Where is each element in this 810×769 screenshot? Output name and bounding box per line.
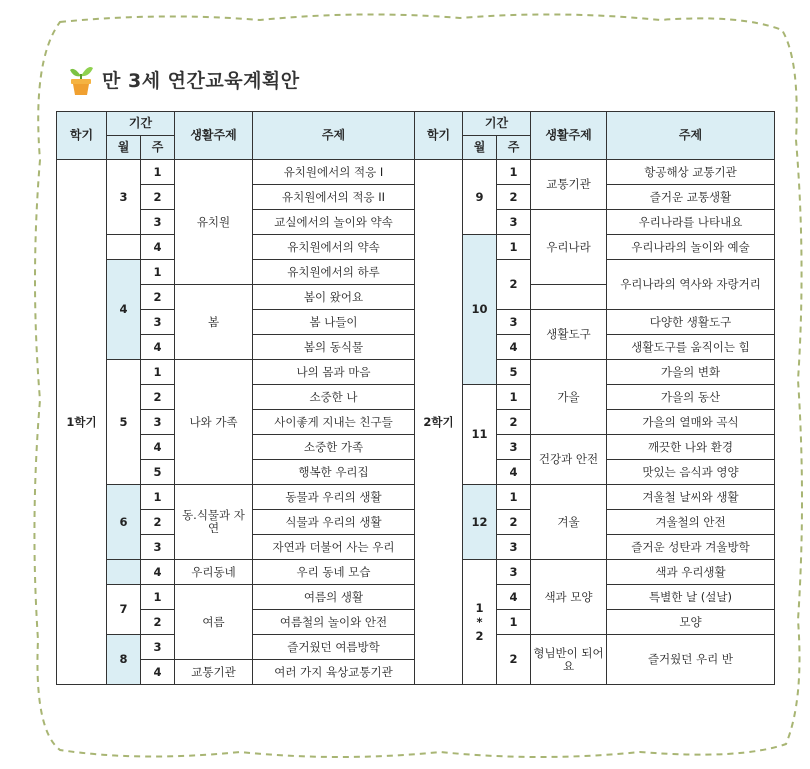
- topic-cell: 소중한 가족: [253, 435, 415, 460]
- topic-cell: 봄의 동식물: [253, 335, 415, 360]
- month-cell: 6: [107, 485, 141, 560]
- month-cell: 5: [107, 360, 141, 485]
- week-cell: 2: [497, 635, 531, 685]
- week-cell: 2: [497, 410, 531, 435]
- week-cell: 1: [497, 385, 531, 410]
- week-cell: 1: [141, 160, 175, 185]
- topic-cell: 행복한 우리집: [253, 460, 415, 485]
- topic-cell: 가을의 변화: [607, 360, 775, 385]
- week-cell: 4: [141, 335, 175, 360]
- semester-cell: 2학기: [415, 160, 463, 685]
- semester-cell: 1학기: [57, 160, 107, 685]
- topic-cell: 즐거운 성탄과 겨울방학: [607, 535, 775, 560]
- month-cell: 10: [463, 235, 497, 385]
- topic-cell: 즐거운 교통생활: [607, 185, 775, 210]
- topic-cell: 여름철의 놀이와 안전: [253, 610, 415, 635]
- topic-cell: 생활도구를 움직이는 힘: [607, 335, 775, 360]
- topic-cell: 유치원에서의 적응 II: [253, 185, 415, 210]
- header-life-theme: 생활주제: [175, 112, 253, 160]
- week-cell: 4: [141, 660, 175, 685]
- month-cell: 11: [463, 385, 497, 485]
- topic-cell: 여러 가지 육상교통기관: [253, 660, 415, 685]
- topic-cell: 겨울철의 안전: [607, 510, 775, 535]
- week-cell: 1: [141, 485, 175, 510]
- topic-cell: 봄이 왔어요: [253, 285, 415, 310]
- week-cell: 5: [497, 360, 531, 385]
- theme-cell: 생활도구: [531, 310, 607, 360]
- topic-cell: 특별한 날 (설날): [607, 585, 775, 610]
- topic-cell: 가을의 동산: [607, 385, 775, 410]
- week-cell: 1: [141, 260, 175, 285]
- topic-cell: 즐거웠던 여름방학: [253, 635, 415, 660]
- topic-cell: 유치원에서의 하루: [253, 260, 415, 285]
- week-cell: 3: [497, 435, 531, 460]
- week-cell: 4: [497, 335, 531, 360]
- week-cell: 3: [497, 560, 531, 585]
- theme-cell: 여름: [175, 585, 253, 660]
- week-cell: 4: [141, 560, 175, 585]
- week-cell: 2: [497, 260, 531, 310]
- theme-cell: 유치원: [175, 160, 253, 285]
- topic-cell: 색과 우리생활: [607, 560, 775, 585]
- week-cell: 1: [141, 585, 175, 610]
- week-cell: 5: [141, 460, 175, 485]
- week-cell: 1: [497, 160, 531, 185]
- week-cell: 3: [141, 535, 175, 560]
- week-cell: 4: [497, 585, 531, 610]
- week-cell: 1: [497, 485, 531, 510]
- week-cell: 2: [497, 510, 531, 535]
- theme-cell: 겨울: [531, 485, 607, 560]
- topic-cell: 소중한 나: [253, 385, 415, 410]
- topic-cell: 우리나라를 나타내요: [607, 210, 775, 235]
- header-week: 주: [497, 136, 531, 160]
- sprout-pot-icon: [68, 62, 94, 96]
- topic-cell: 여름의 생활: [253, 585, 415, 610]
- week-cell: 3: [497, 535, 531, 560]
- topic-cell: 교실에서의 놀이와 약속: [253, 210, 415, 235]
- week-cell: 1: [497, 610, 531, 635]
- header-week: 주: [141, 136, 175, 160]
- header-topic: 주제: [607, 112, 775, 160]
- theme-cell: 교통기관: [175, 660, 253, 685]
- topic-cell: 가을의 열매와 곡식: [607, 410, 775, 435]
- topic-cell: 다양한 생활도구: [607, 310, 775, 335]
- theme-cell: 교통기관: [531, 160, 607, 210]
- annual-plan-table: [56, 111, 775, 685]
- month-cell: 3: [107, 160, 141, 235]
- theme-cell: 가을: [531, 360, 607, 435]
- title-area: [68, 62, 300, 96]
- month-cell: 1 * 2: [463, 560, 497, 685]
- topic-cell: 봄 나들이: [253, 310, 415, 335]
- week-cell: 1: [141, 360, 175, 385]
- month-cell-continued: [107, 235, 141, 260]
- topic-cell: 유치원에서의 약속: [253, 235, 415, 260]
- week-cell: 4: [141, 235, 175, 260]
- topic-cell: 깨끗한 나와 환경: [607, 435, 775, 460]
- theme-cell: 우리나라: [531, 210, 607, 285]
- topic-cell: 사이좋게 지내는 친구들: [253, 410, 415, 435]
- week-cell: 2: [141, 510, 175, 535]
- month-cell: 8: [107, 635, 141, 685]
- topic-cell: 식물과 우리의 생활: [253, 510, 415, 535]
- topic-cell: 자연과 더불어 사는 우리: [253, 535, 415, 560]
- week-cell: 3: [141, 635, 175, 660]
- week-cell: 3: [497, 310, 531, 335]
- topic-cell: 즐거웠던 우리 반: [607, 635, 775, 685]
- month-cell: 4: [107, 260, 141, 360]
- week-cell: 2: [141, 285, 175, 310]
- topic-cell: 동물과 우리의 생활: [253, 485, 415, 510]
- theme-cell: 동.식물과 자연: [175, 485, 253, 560]
- topic-cell: 우리나라의 역사와 자랑거리: [607, 260, 775, 310]
- month-cell-continued: [107, 560, 141, 585]
- topic-cell: 항공해상 교통기관: [607, 160, 775, 185]
- theme-cell: 색과 모양: [531, 560, 607, 635]
- topic-cell: 맛있는 음식과 영양: [607, 460, 775, 485]
- week-cell: 1: [497, 235, 531, 260]
- header-period: 기간: [107, 112, 175, 136]
- week-cell: 2: [141, 185, 175, 210]
- header-topic: 주제: [253, 112, 415, 160]
- month-cell: 9: [463, 160, 497, 235]
- theme-cell: 우리동네: [175, 560, 253, 585]
- topic-cell: 유치원에서의 적응 I: [253, 160, 415, 185]
- week-cell: 3: [141, 210, 175, 235]
- theme-cell: 형님반이 되어요: [531, 635, 607, 685]
- week-cell: 3: [497, 210, 531, 235]
- header-semester: 학기: [415, 112, 463, 160]
- theme-cell: 봄: [175, 285, 253, 360]
- week-cell: 4: [497, 460, 531, 485]
- header-period: 기간: [463, 112, 531, 136]
- week-cell: 4: [141, 435, 175, 460]
- theme-cell: 나와 가족: [175, 360, 253, 485]
- topic-cell: 겨울철 날씨와 생활: [607, 485, 775, 510]
- topic-cell: 우리 동네 모습: [253, 560, 415, 585]
- month-cell: 7: [107, 585, 141, 635]
- topic-cell: 나의 몸과 마음: [253, 360, 415, 385]
- theme-cell: 건강과 안전: [531, 435, 607, 485]
- week-cell: 2: [141, 385, 175, 410]
- page-title: 만 3세 연간교육계획안: [102, 69, 300, 92]
- week-cell: 3: [141, 310, 175, 335]
- week-cell: 2: [497, 185, 531, 210]
- month-cell: 12: [463, 485, 497, 560]
- topic-cell: 모양: [607, 610, 775, 635]
- header-month: 월: [463, 136, 497, 160]
- header-semester: 학기: [57, 112, 107, 160]
- week-cell: 2: [141, 610, 175, 635]
- topic-cell: 우리나라의 놀이와 예술: [607, 235, 775, 260]
- header-month: 월: [107, 136, 141, 160]
- week-cell: 3: [141, 410, 175, 435]
- header-life-theme: 생활주제: [531, 112, 607, 160]
